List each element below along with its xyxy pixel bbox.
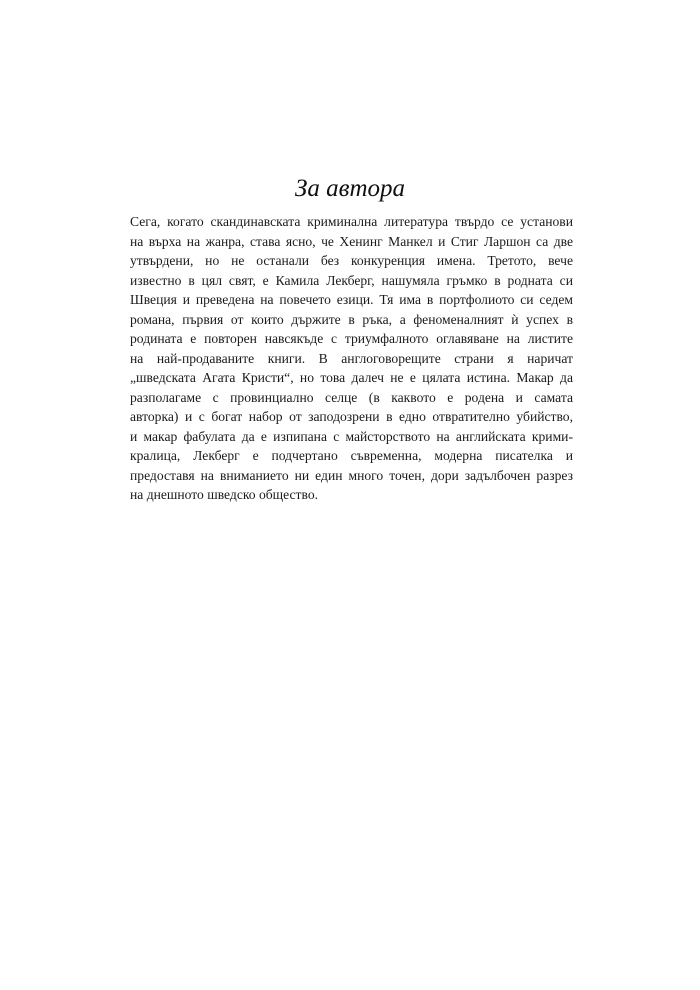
text-line: авторка) и с богат набор от заподозрени в едно отвратително убийство, [130,409,573,424]
text-line: Сега, когато скандинавската криминална литература твърдо се установи [130,214,573,229]
text-line: „шведската Агата Кристи“, но това далеч не е цялата истина. Макар да [130,370,573,385]
text-line: утвърдени, но не останали без конкуренция имена. Третото, вече [130,253,573,268]
body-paragraph [130,212,573,505]
text-line: романа, първия от които държите в ръка, а феноменалният ѝ успех в [130,311,573,327]
text-line: на върха на жанра, става ясно, че Хенинг Манкел и Стиг Ларшон са две [130,233,573,249]
text-line: на най-продаваните книги. В англоговорещите страни я наричат [130,350,573,366]
text-line: и макар фабулата да е изпипана с майсторството на английската крими- [130,428,573,444]
text-line: Швеция и преведена на повечето езици. Тя има в портфолиото си седем [130,292,573,307]
text-line: кралица, Лекберг е подчертано съвременна, модерна писателка и [130,448,573,463]
text-line: родината е повторен навсякъде с триумфалното оглавяване на листите [130,331,573,346]
text-line: разполагаме с провинциално селце (в каквото е родена и самата [130,389,573,405]
text-line: предоставя на вниманието ни един много точен, дори задълбочен разрез [130,467,573,483]
text-line: известно в цял свят, е Камила Лекберг, нашумяла гръмко в родната си [130,272,573,288]
page-title: За автора [294,175,406,202]
text-line: на днешното шведско общество. [130,487,319,502]
